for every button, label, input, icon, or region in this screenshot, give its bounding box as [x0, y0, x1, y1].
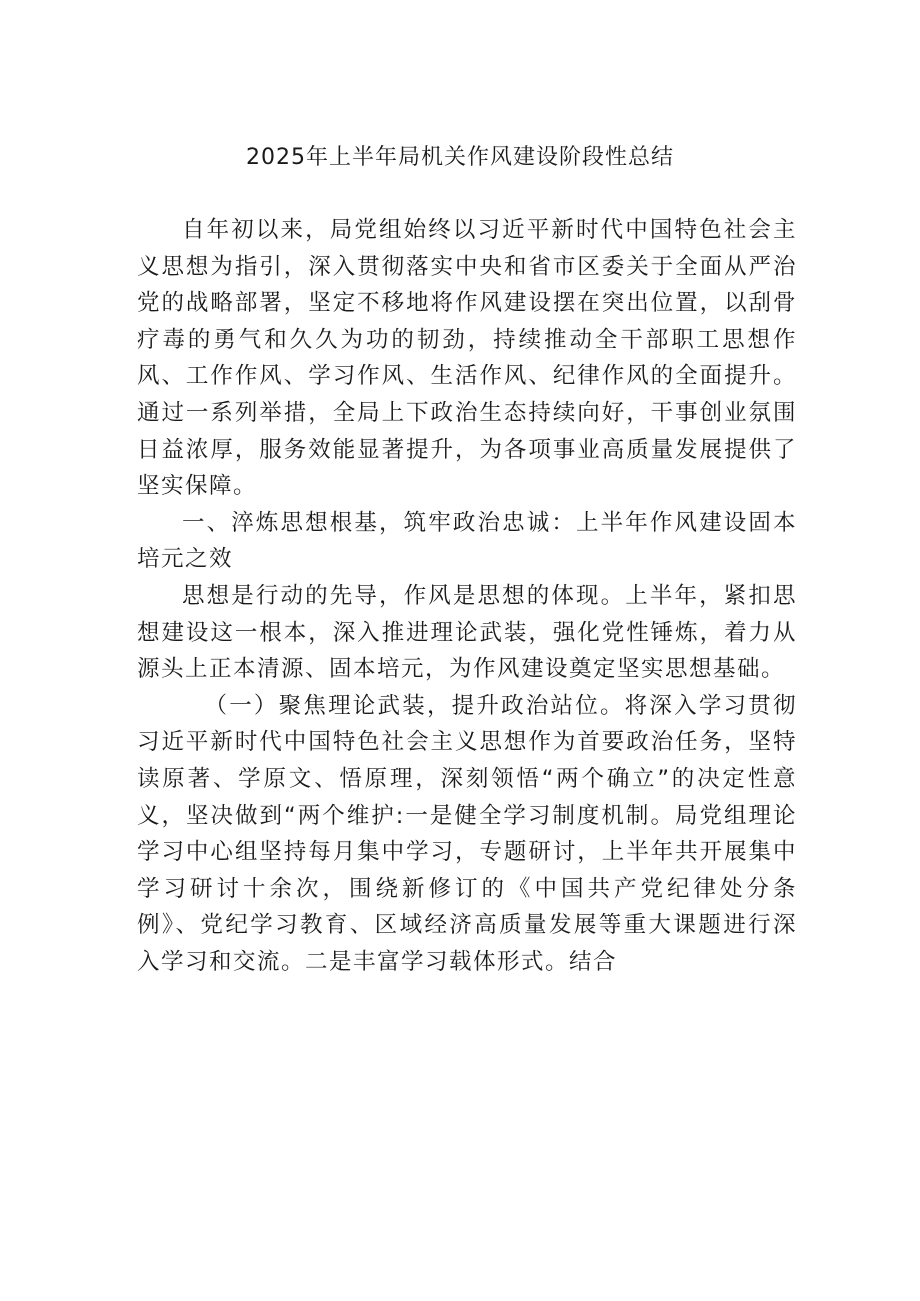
subsection-paragraph: （一）聚焦理论武装，提升政治站位。将深入学习贯彻习近平新时代中国特色社会主义思想作为首要政治任务，坚特读原著、学原文、悟原理，深刻领悟“两个确立”的决定性意义，坚决做到“两个维护:一是健全学习制度机制。局党组理论学习中心组坚持每月集中学习，专题研讨，上半年共开展集中学习研讨十余次，围绕新修订的《中国共产党纪律处分条例》、党纪学习教育、区域经济高质量发展等重大课题进行深入学习和交流。二是丰富学习载体形式。结合 — [137, 692, 797, 975]
document-title: 2025年上半年局机关作风建设阶段性总结 — [246, 145, 674, 170]
section-paragraph: 思想是行动的先导，作风是思想的体现。上半年，紧扣思想建设这一根本，深入推进理论武装，强化党性锤炼，着力从源头上正本清源、固本培元，为作风建设奠定坚实思想基础。 — [137, 582, 797, 683]
section-heading: 一、淬炼思想根基，筑牢政治忠诚：上半年作风建设固本培元之效 — [137, 509, 797, 573]
document-body — [137, 212, 797, 980]
intro-paragraph: 自年初以来，局党组始终以习近平新时代中国特色社会主义思想为指引，深入贯彻落实中央和省市区委关于全面从严治党的战略部署，坚定不移地将作风建设摆在突出位置，以刮骨疗毒的勇气和久久为功的韧劲，持续推动全干部职工思想作风、工作作风、学习作风、生活作风、纪律作风的全面提升。通过一系列举措，全局上下政治生态持续向好，干事创业氛围日益浓厚，服务效能显著提升，为各项事业高质量发展提供了坚实保障。 — [137, 217, 797, 500]
